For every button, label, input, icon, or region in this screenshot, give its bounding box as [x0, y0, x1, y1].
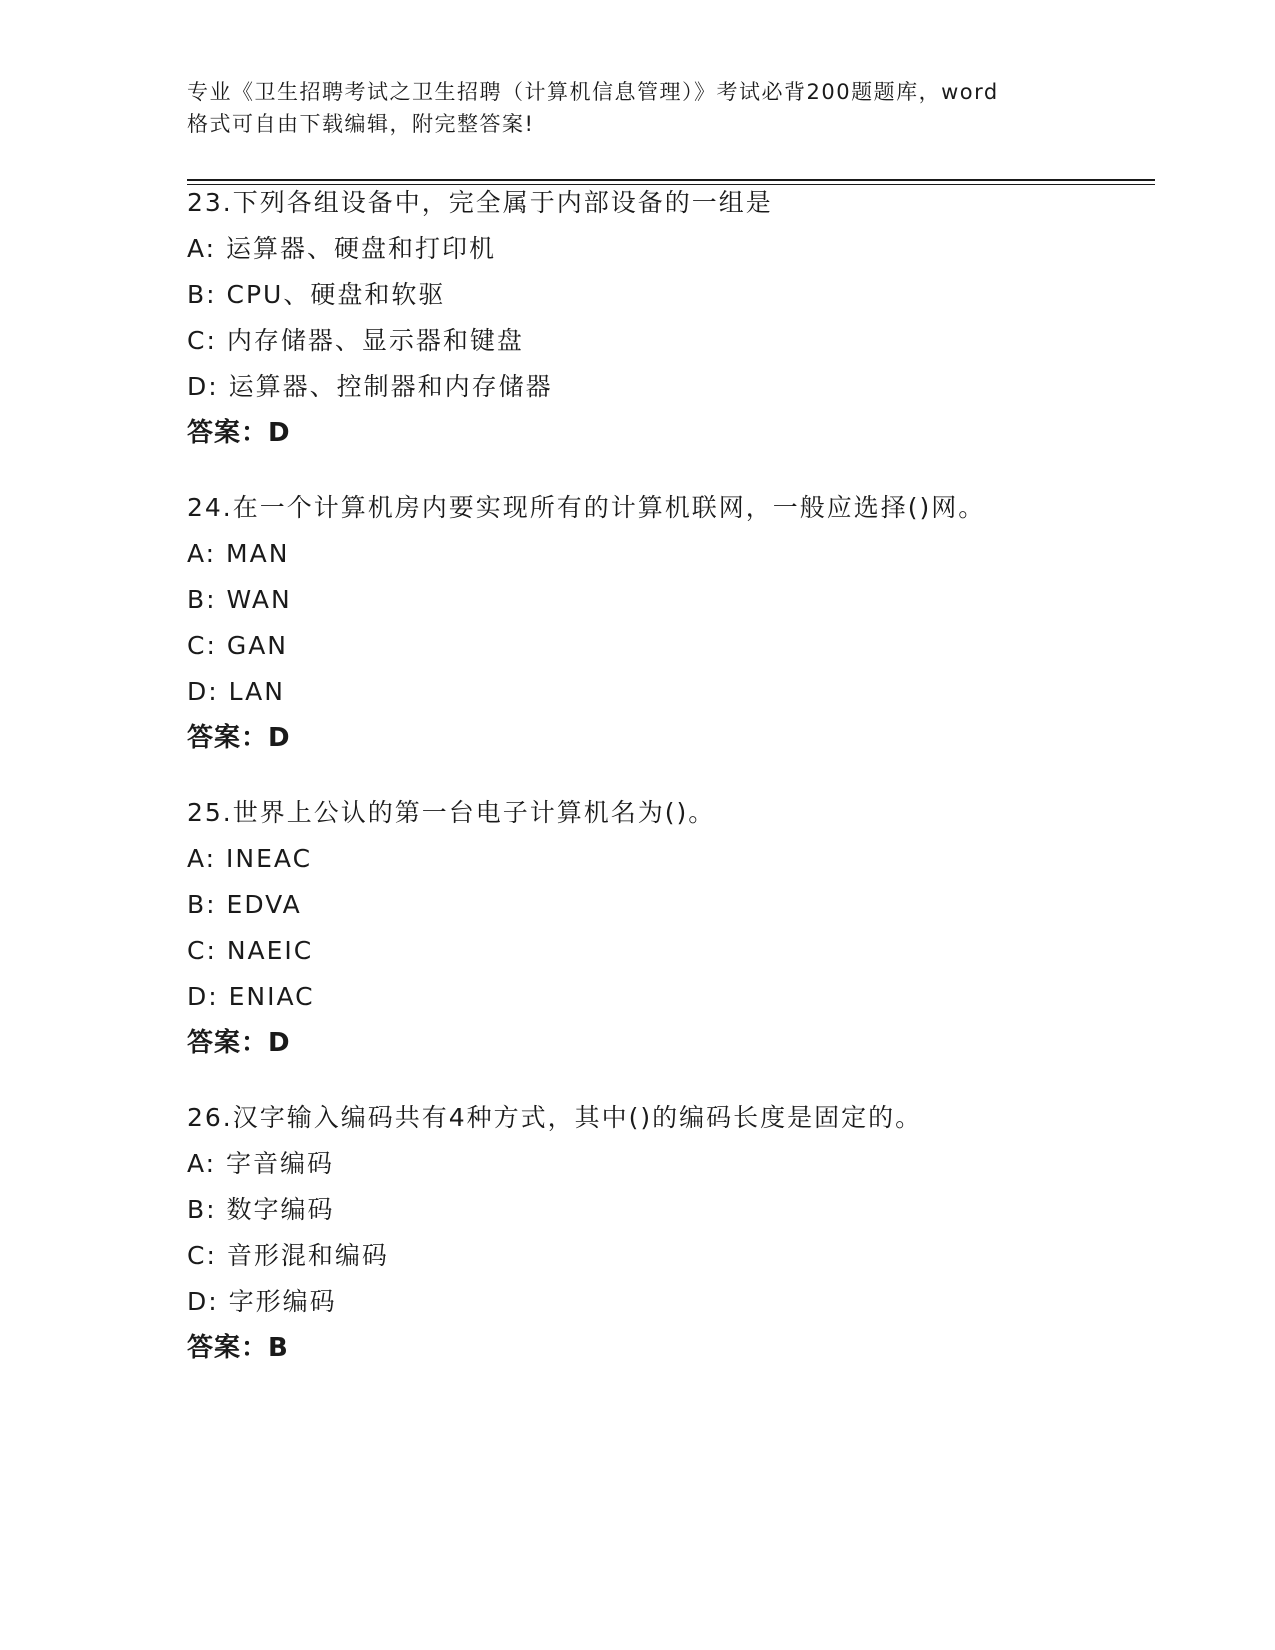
option-d: D: 运算器、控制器和内存储器	[187, 372, 553, 401]
question-stem: 25.世界上公认的第一台电子计算机名为()。	[187, 798, 716, 827]
option-d: D: LAN	[187, 677, 285, 706]
option-d: D: ENIAC	[187, 982, 315, 1011]
option-b: B: EDVA	[187, 890, 302, 919]
question-block-24	[187, 485, 1147, 761]
option-b: B: WAN	[187, 585, 292, 614]
option-a: A: INEAC	[187, 844, 313, 873]
option-c: C: 音形混和编码	[187, 1241, 389, 1270]
question-block-25	[187, 790, 1147, 1066]
answer-label: 答案：D	[187, 1028, 291, 1058]
option-c: C: GAN	[187, 631, 289, 660]
question-block-23	[187, 180, 1147, 456]
question-stem: 24.在一个计算机房内要实现所有的计算机联网，一般应选择()网。	[187, 493, 986, 522]
answer-label: 答案：D	[187, 723, 291, 753]
option-b: B: CPU、硬盘和软驱	[187, 280, 446, 309]
question-block-26	[187, 1095, 1147, 1371]
option-c: C: NAEIC	[187, 936, 314, 965]
document-header	[187, 76, 1087, 140]
answer-label: 答案：B	[187, 1333, 289, 1363]
answer-label: 答案：D	[187, 418, 291, 448]
question-stem: 26.汉字输入编码共有4种方式，其中()的编码长度是固定的。	[187, 1103, 923, 1132]
question-stem: 23.下列各组设备中，完全属于内部设备的一组是	[187, 188, 773, 217]
header-line-1: 专业《卫生招聘考试之卫生招聘（计算机信息管理）》考试必背200题题库，word	[187, 80, 999, 104]
option-d: D: 字形编码	[187, 1287, 337, 1316]
option-a: A: MAN	[187, 539, 290, 568]
option-b: B: 数字编码	[187, 1195, 335, 1224]
header-line-2: 格式可自由下载编辑，附完整答案!	[187, 112, 535, 136]
option-c: C: 内存储器、显示器和键盘	[187, 326, 524, 355]
option-a: A: 字音编码	[187, 1149, 335, 1178]
option-a: A: 运算器、硬盘和打印机	[187, 234, 497, 263]
